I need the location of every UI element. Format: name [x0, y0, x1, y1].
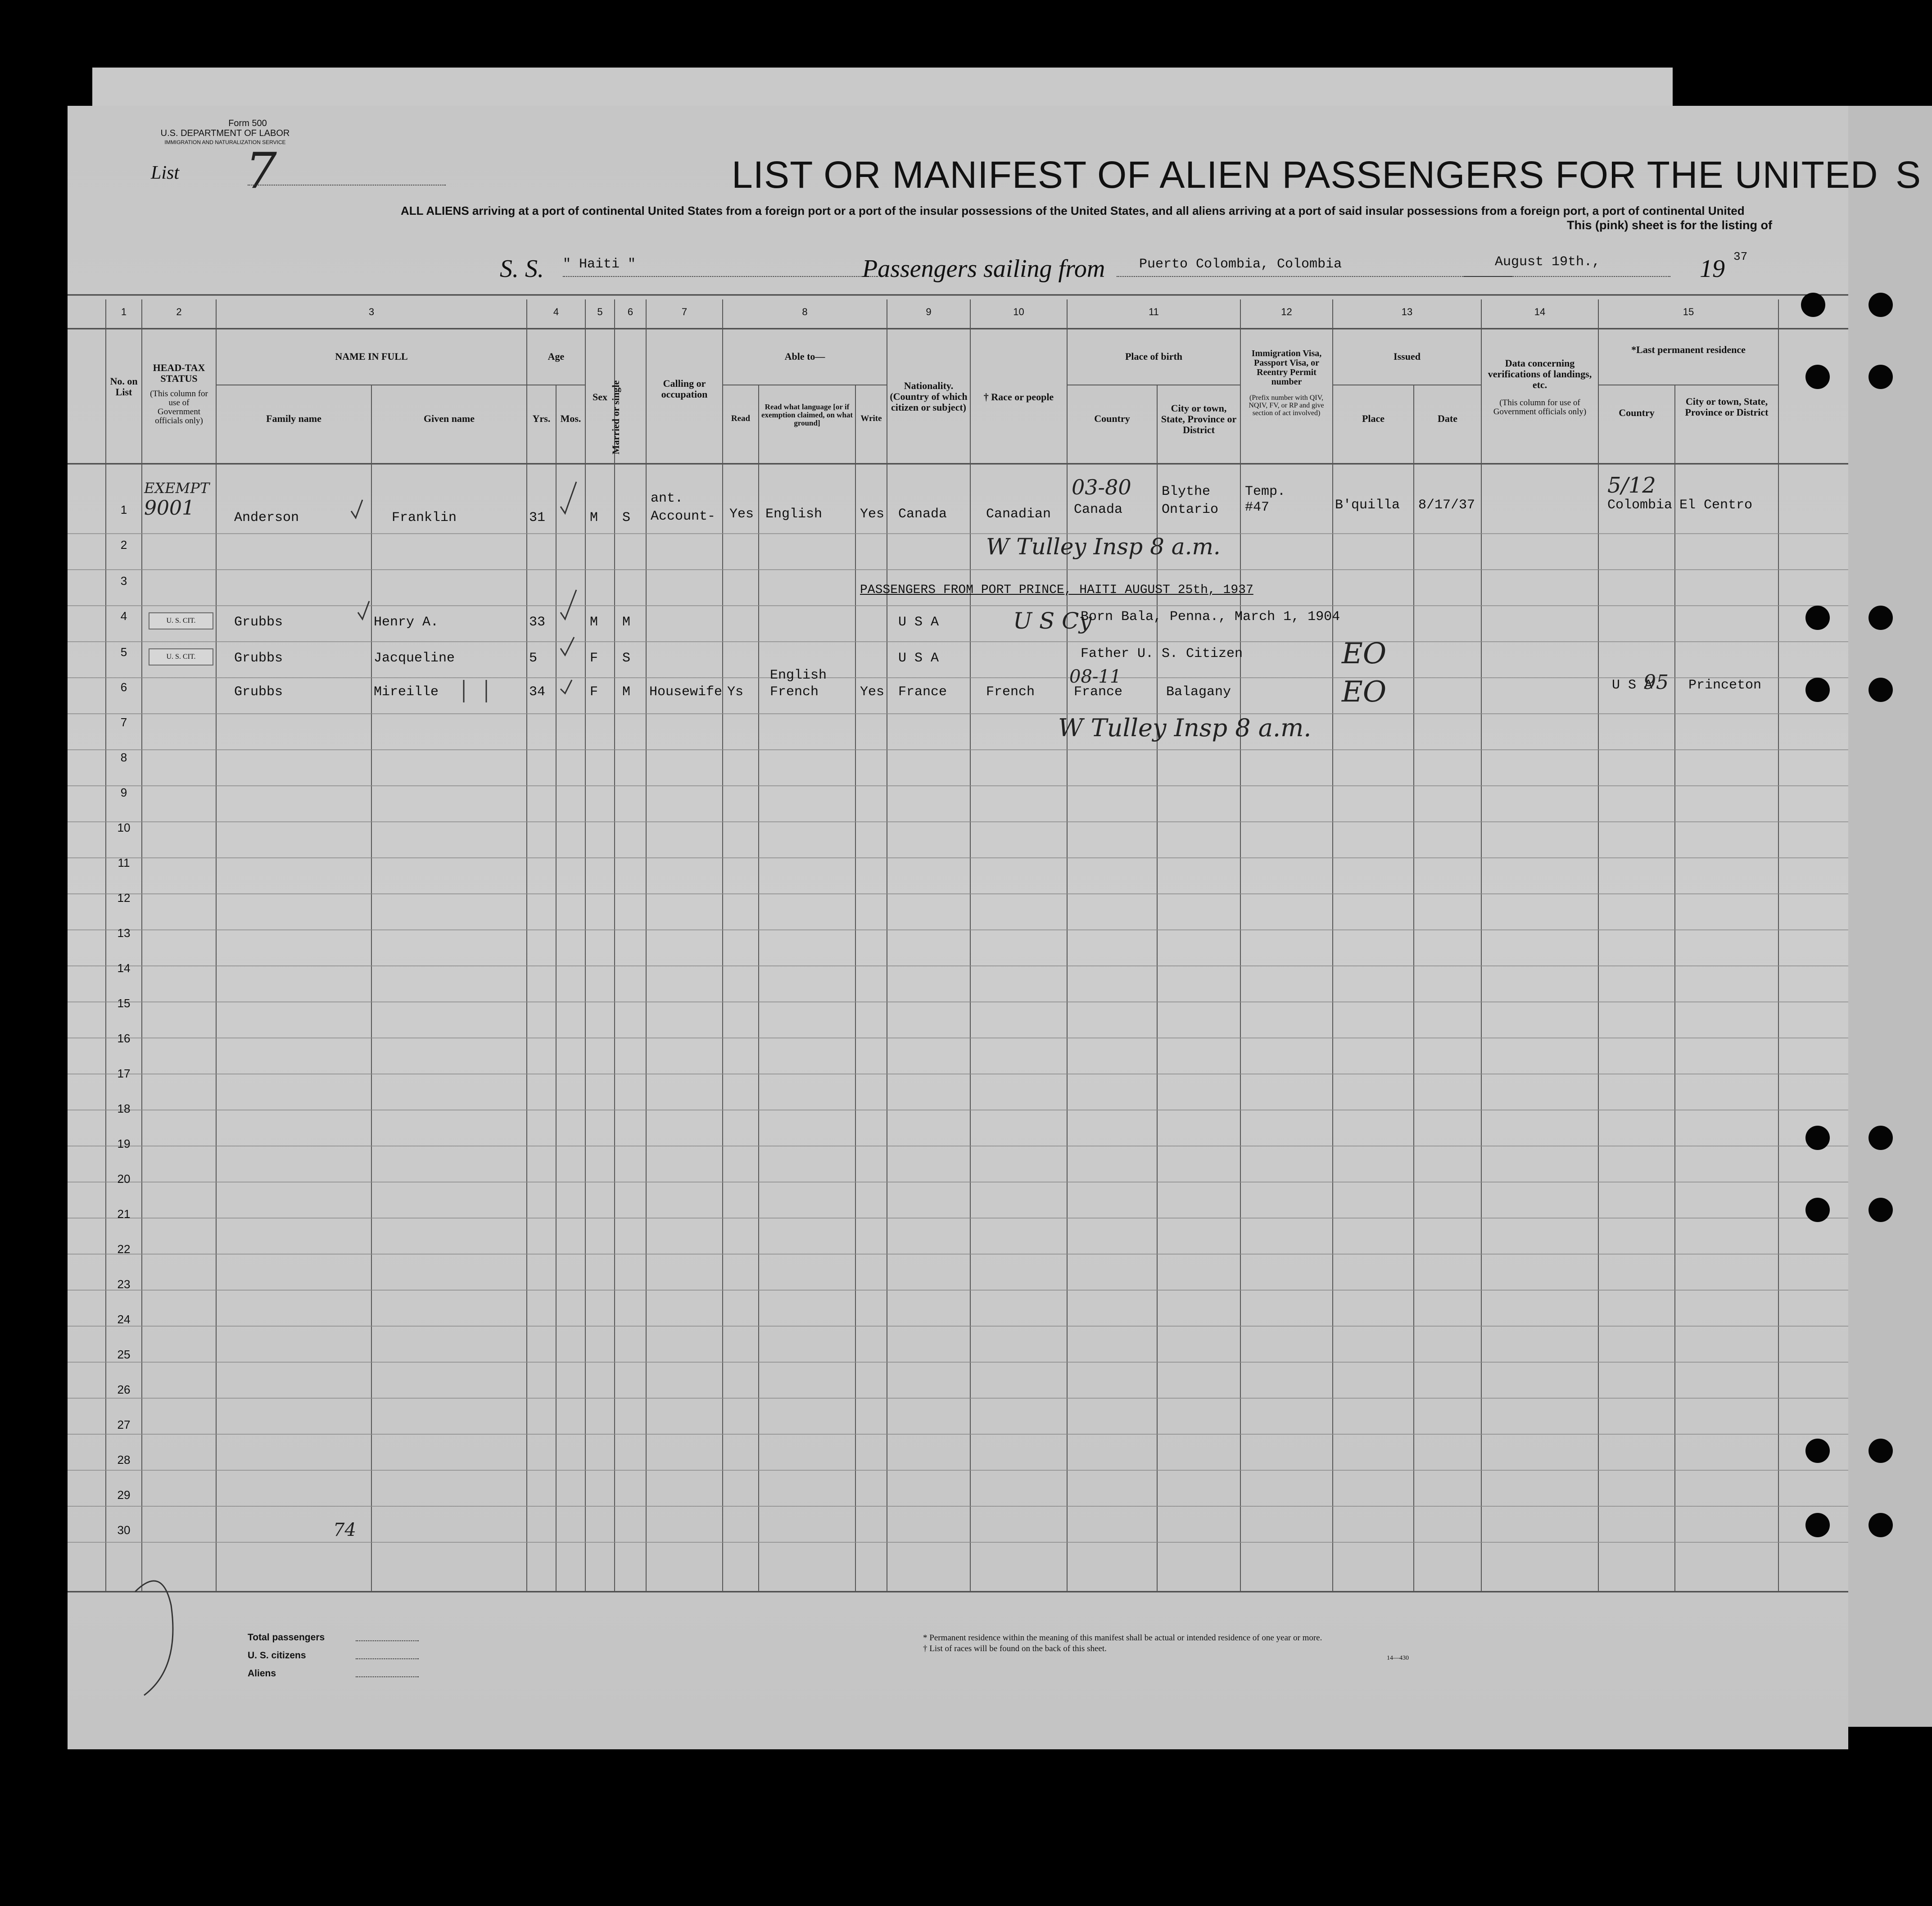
binder-hole: [1805, 365, 1830, 389]
hdr-read-what: Read what language [or if exemption claimed, on what ground]: [761, 403, 853, 427]
voyage-date: August 19th.,: [1495, 254, 1601, 270]
language-2: French: [770, 684, 819, 700]
aliens-line: [356, 1676, 419, 1677]
col-num-8: 8: [802, 306, 808, 317]
issued-date: 8/17/37: [1418, 498, 1475, 513]
row-number: 12: [117, 891, 131, 905]
hdr-nationality: Nationality. (Country of which citizen or subject): [890, 380, 968, 413]
family-name: Grubbs: [234, 615, 283, 630]
binder-hole: [1869, 365, 1893, 389]
section-note: PASSENGERS FROM PORT PRINCE, HAITI AUGUST 25th, 1937: [860, 583, 1253, 597]
row-number: 18: [117, 1102, 131, 1115]
age-years: 34: [529, 684, 546, 700]
binder-hole: [1805, 678, 1830, 702]
year-prefix: 19: [1700, 255, 1725, 283]
col-num-5: 5: [597, 306, 603, 317]
row-number: 7: [120, 715, 127, 729]
col-num-7: 7: [681, 306, 688, 317]
sailing-label: Passengers sailing from: [862, 255, 1105, 283]
residence-city: Princeton: [1688, 678, 1762, 693]
hdr-no-on-list: No. on List: [110, 376, 138, 398]
department: U.S. DEPARTMENT OF LABOR: [160, 128, 290, 138]
ss-label: S. S.: [500, 255, 544, 283]
hdr-data-note: (This column for use of Government officials only): [1493, 398, 1587, 417]
binder-hole: [1869, 1198, 1893, 1222]
col-num-15: 15: [1683, 306, 1694, 317]
row-number: 9: [120, 786, 127, 799]
col-num-2: 2: [176, 306, 182, 317]
total-line: [356, 1640, 419, 1641]
page-title: LIST OR MANIFEST OF ALIEN PASSENGERS FOR THE UNITED: [732, 154, 1878, 196]
inspector-note: W Tulley Insp 8 a.m.: [986, 534, 1221, 560]
hdr-head-tax-note: (This column for use of Government officials only): [150, 389, 208, 426]
hdr-place-of-birth: Place of birth: [1125, 351, 1183, 362]
col-num-11: 11: [1149, 306, 1159, 317]
footnote-races: † List of races will be found on the back of this sheet.: [923, 1644, 1107, 1653]
ship-name: " Haiti ": [563, 257, 636, 272]
marital-status: S: [622, 510, 631, 525]
intro-line-2: This (pink) sheet is for the listing of: [1567, 218, 1773, 232]
hdr-issued: Issued: [1394, 351, 1421, 362]
port-name: Puerto Colombia, Colombia: [1139, 257, 1342, 272]
hdr-mos: Mos.: [560, 413, 581, 424]
age-years: 5: [529, 651, 538, 666]
given-name: Franklin: [392, 510, 457, 525]
given-name: Henry A.: [374, 615, 439, 630]
aliens-label: Aliens: [248, 1668, 276, 1679]
hdr-calling: Calling or occupation: [661, 378, 708, 400]
row-number: 14: [117, 961, 131, 975]
nationality: U S A: [898, 651, 939, 666]
list-label: List: [151, 163, 180, 183]
row-number: 24: [117, 1313, 131, 1326]
row-number: 29: [117, 1488, 131, 1502]
row-number: 25: [117, 1348, 131, 1361]
year-suffix: 37: [1733, 250, 1748, 263]
family-name: Grubbs: [234, 684, 283, 700]
hdr-sex: Sex: [593, 391, 607, 403]
citizen-note: Father U. S. Citizen: [1081, 646, 1243, 661]
family-name: Anderson: [234, 510, 299, 525]
binder-hole: [1869, 1513, 1893, 1537]
citizens-line: [356, 1658, 419, 1659]
hdr-given-name: Given name: [423, 413, 475, 424]
birth-info: Born Bala, Penna., March 1, 1904: [1081, 609, 1340, 625]
visa-number: #47: [1245, 500, 1270, 515]
marital-status: M: [622, 615, 631, 630]
adjacent-title-fragment: S: [1896, 154, 1922, 196]
binder-hole: [1869, 606, 1893, 630]
hdr-birth-city: City or town, State, Province or District: [1161, 403, 1237, 435]
row-number: 19: [117, 1137, 131, 1150]
nationality: France: [898, 684, 947, 700]
col-num-12: 12: [1281, 306, 1292, 317]
hdr-res-country: Country: [1619, 407, 1655, 418]
residence-country: U S A: [1612, 678, 1653, 693]
hdr-read: Read: [731, 414, 751, 423]
exempt-stamp: EXEMPT: [144, 480, 210, 497]
residence-mark: 5/12: [1607, 473, 1656, 498]
col-num-1: 1: [121, 306, 127, 317]
binder-hole: [1869, 293, 1893, 317]
language: English: [765, 507, 823, 522]
residence-city: El Centro: [1679, 498, 1753, 513]
sex: F: [590, 684, 598, 700]
language-1: English: [770, 668, 827, 683]
binder-hole: [1805, 1198, 1830, 1222]
can-write: Yes: [860, 684, 885, 700]
hdr-issued-place: Place: [1362, 413, 1385, 424]
row-number: 3: [120, 574, 127, 588]
residence-mark: 95: [1643, 671, 1669, 694]
row-number: 23: [117, 1277, 131, 1291]
row-number: 1: [120, 503, 127, 516]
row-number: 16: [117, 1032, 131, 1045]
race: Canadian: [986, 507, 1051, 522]
col-num-10: 10: [1013, 306, 1024, 317]
us-citizen-stamp: U. S. CIT.: [149, 648, 213, 666]
age-years: 31: [529, 510, 546, 525]
sex: M: [590, 510, 598, 525]
given-name: Mireille: [374, 684, 439, 700]
row-number: 11: [118, 856, 130, 869]
row-number: 27: [117, 1418, 131, 1431]
inspector-note: W Tulley Insp 8 a.m.: [1058, 714, 1312, 742]
row-number: 17: [117, 1067, 131, 1080]
hdr-birth-country: Country: [1094, 413, 1130, 424]
binder-hole: [1805, 1513, 1830, 1537]
col-num-6: 6: [627, 306, 633, 317]
head-tax-number: 9001: [144, 497, 195, 520]
binder-hole: [1869, 1126, 1893, 1150]
marital-status: S: [622, 651, 631, 666]
age-years: 33: [529, 615, 546, 630]
birth-code-handwritten: 08-11: [1069, 666, 1122, 687]
occupation-line-2: Account-: [651, 509, 716, 524]
occupation-line-1: ant.: [651, 491, 683, 506]
total-passengers-label: Total passengers: [248, 1632, 325, 1643]
hdr-last-residence: *Last permanent residence: [1631, 344, 1746, 355]
page-tally: 74: [333, 1520, 356, 1540]
row-number: 13: [117, 926, 131, 940]
row-number: 6: [120, 680, 127, 694]
row-number: 20: [117, 1172, 131, 1186]
row-number: 15: [117, 996, 131, 1010]
family-name: Grubbs: [234, 651, 283, 666]
adjacent-sheet: [1848, 106, 1932, 1727]
sex: M: [590, 615, 598, 630]
row-number: 30: [117, 1523, 131, 1537]
eo-handwritten: EO: [1342, 637, 1387, 670]
given-name: Jacqueline: [374, 651, 455, 666]
col-num-9: 9: [926, 306, 932, 317]
hdr-res-city: City or town, State, Province or District: [1685, 396, 1769, 418]
hdr-race: † Race or people: [983, 391, 1054, 403]
form-number: Form 500: [228, 118, 267, 128]
row-number: 8: [120, 751, 127, 764]
can-read: Yes: [729, 507, 754, 522]
occupation: Housewife: [649, 684, 723, 700]
issued-place: B'quilla: [1335, 498, 1400, 513]
hdr-family-name: Family name: [266, 413, 321, 424]
hdr-visa: Immigration Visa, Passport Visa, or Reentry Permit number: [1251, 349, 1322, 387]
birth-province: Ontario: [1162, 502, 1219, 517]
list-number: 7: [245, 142, 277, 199]
hdr-married: Married or single: [610, 380, 621, 455]
hdr-name-in-full: NAME IN FULL: [335, 351, 408, 362]
col-num-13: 13: [1401, 306, 1413, 317]
col-num-14: 14: [1534, 306, 1546, 317]
col-num-4: 4: [553, 306, 559, 317]
birth-city: Balagany: [1166, 684, 1231, 700]
race: French: [986, 684, 1035, 700]
binder-hole: [1869, 678, 1893, 702]
residence-country: Colombia: [1607, 498, 1673, 513]
hdr-head-tax: HEAD-TAX STATUS: [153, 362, 205, 384]
row-number: 26: [117, 1383, 131, 1396]
form-code: 14—430: [1387, 1655, 1409, 1662]
can-read: Ys: [727, 684, 744, 700]
eo-handwritten: EO: [1342, 675, 1387, 709]
row-number: 2: [120, 538, 127, 552]
hdr-age: Age: [547, 351, 565, 362]
nationality: Canada: [898, 507, 947, 522]
nationality: U S A: [898, 615, 939, 630]
row-number: 28: [117, 1453, 131, 1467]
manifest-sheet: [68, 106, 1878, 1749]
can-write: Yes: [860, 507, 885, 522]
hdr-visa-note: (Prefix number with QIV, NQIV, FV, or RP and give section of act involved): [1249, 394, 1324, 417]
birth-city: Blythe: [1162, 484, 1211, 499]
visa-type: Temp.: [1245, 484, 1286, 499]
row-number: 22: [117, 1242, 131, 1256]
footnote-residence: * Permanent residence within the meaning of this manifest shall be actual or intended residence of one year or more.: [923, 1633, 1322, 1643]
birth-country: France: [1074, 684, 1123, 700]
row-number: 10: [117, 821, 131, 834]
hdr-yrs: Yrs.: [532, 413, 551, 424]
binder-hole: [1801, 293, 1825, 317]
hdr-data-concerning: Data concerning verifications of landings, etc.: [1488, 358, 1592, 390]
binder-hole: [1869, 1439, 1893, 1463]
sex: F: [590, 651, 598, 666]
binder-hole: [1805, 1439, 1830, 1463]
intro-line-1: ALL ALIENS arriving at a port of continental United States from a foreign port or a port of the insular possessions of the United States, and all aliens arriving at a port of said insular possessions from a foreign port, a port of continental United: [401, 204, 1745, 217]
us-citizen-stamp: U. S. CIT.: [149, 612, 213, 629]
binder-hole: [1805, 1126, 1830, 1150]
marital-status: M: [622, 684, 631, 700]
us-citizens-label: U. S. citizens: [248, 1650, 306, 1661]
col-num-3: 3: [368, 306, 375, 317]
row-number: 5: [120, 645, 127, 659]
citizen-handwritten: U S Cy: [1013, 608, 1092, 634]
birth-country: Canada: [1074, 502, 1123, 517]
hdr-issued-date: Date: [1438, 413, 1457, 424]
hdr-write: Write: [860, 414, 882, 423]
hdr-able-to: Able to—: [784, 351, 825, 362]
row-number: 21: [117, 1207, 131, 1221]
service: IMMIGRATION AND NATURALIZATION SERVICE: [164, 139, 286, 145]
birth-code-handwritten: 03-80: [1072, 475, 1131, 499]
row-number: 4: [120, 609, 127, 623]
binder-hole: [1805, 606, 1830, 630]
